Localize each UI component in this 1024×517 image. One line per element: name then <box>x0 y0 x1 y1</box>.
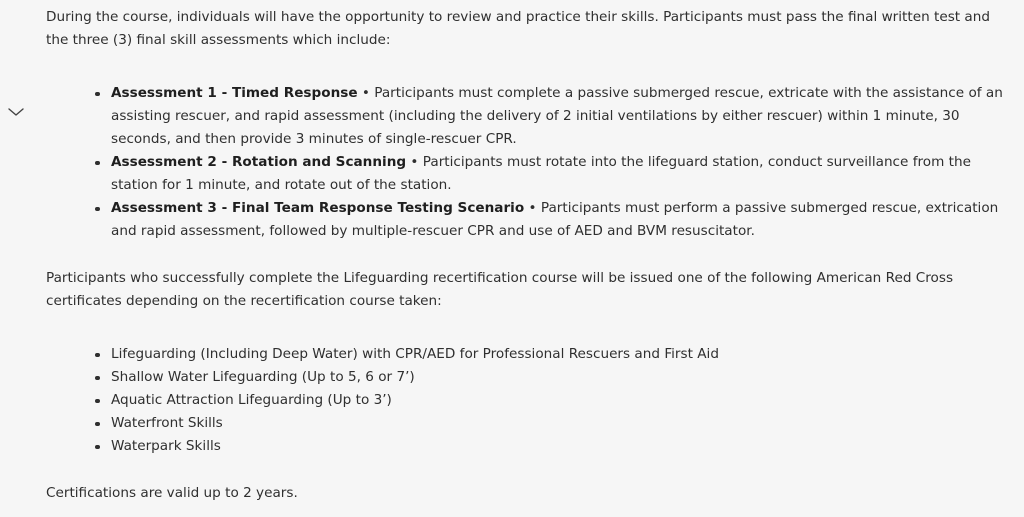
assessment-title: Assessment 3 - Final Team Response Testing Scenario <box>111 200 525 216</box>
assessment-item <box>94 82 1016 151</box>
certificates-intro-paragraph: Participants who successfully complete the Lifeguarding recertification course will be issued one of the following American Red Cross certificates depending on the recertification course taken: <box>46 270 954 309</box>
assessment-separator: • <box>406 154 423 170</box>
assessment-list <box>94 82 1016 243</box>
assessment-separator: • <box>524 200 541 216</box>
certificate-list <box>94 343 1016 458</box>
certificate-item: Shallow Water Lifeguarding (Up to 5, 6 or 7’) <box>94 366 1016 389</box>
certificate-item: Aquatic Attraction Lifeguarding (Up to 3’) <box>94 389 1016 412</box>
intro-paragraph: During the course, individuals will have the opportunity to review and practice their skills. Participants must pass the final written test and the three (3) final skill assessments which include: <box>46 9 991 48</box>
certificate-item: Lifeguarding (Including Deep Water) with CPR/AED for Professional Rescuers and First Aid <box>94 343 1016 366</box>
course-details-content <box>46 6 1016 505</box>
assessment-title: Assessment 2 - Rotation and Scanning <box>111 154 407 170</box>
certificate-item: Waterpark Skills <box>94 435 1016 458</box>
assessment-title: Assessment 1 - Timed Response <box>111 85 358 101</box>
assessment-text: Participants must perform a passive submerged rescue, extrication and rapid assessment, followed by multiple-rescuer CPR and use of AED and BVM resuscitator. <box>111 200 999 239</box>
assessment-item <box>94 197 1016 243</box>
assessment-separator: • <box>357 85 375 101</box>
validity-paragraph: Certifications are valid up to 2 years. <box>46 485 298 501</box>
assessment-text: Participants must complete a passive submerged rescue, extricate with the assistance of an assisting rescuer, and rapid assessment (including the delivery of 2 initial ventilations by either rescuer) within 1 minute, 30 seconds, and then provide 3 minutes of single-rescuer CPR. <box>111 85 1003 147</box>
certificate-item: Waterfront Skills <box>94 412 1016 435</box>
assessment-item <box>94 151 1016 197</box>
assessment-text: Participants must rotate into the lifeguard station, conduct surveillance from the station for 1 minute, and rotate out of the station. <box>111 154 971 193</box>
chevron-down-icon[interactable] <box>7 103 25 115</box>
